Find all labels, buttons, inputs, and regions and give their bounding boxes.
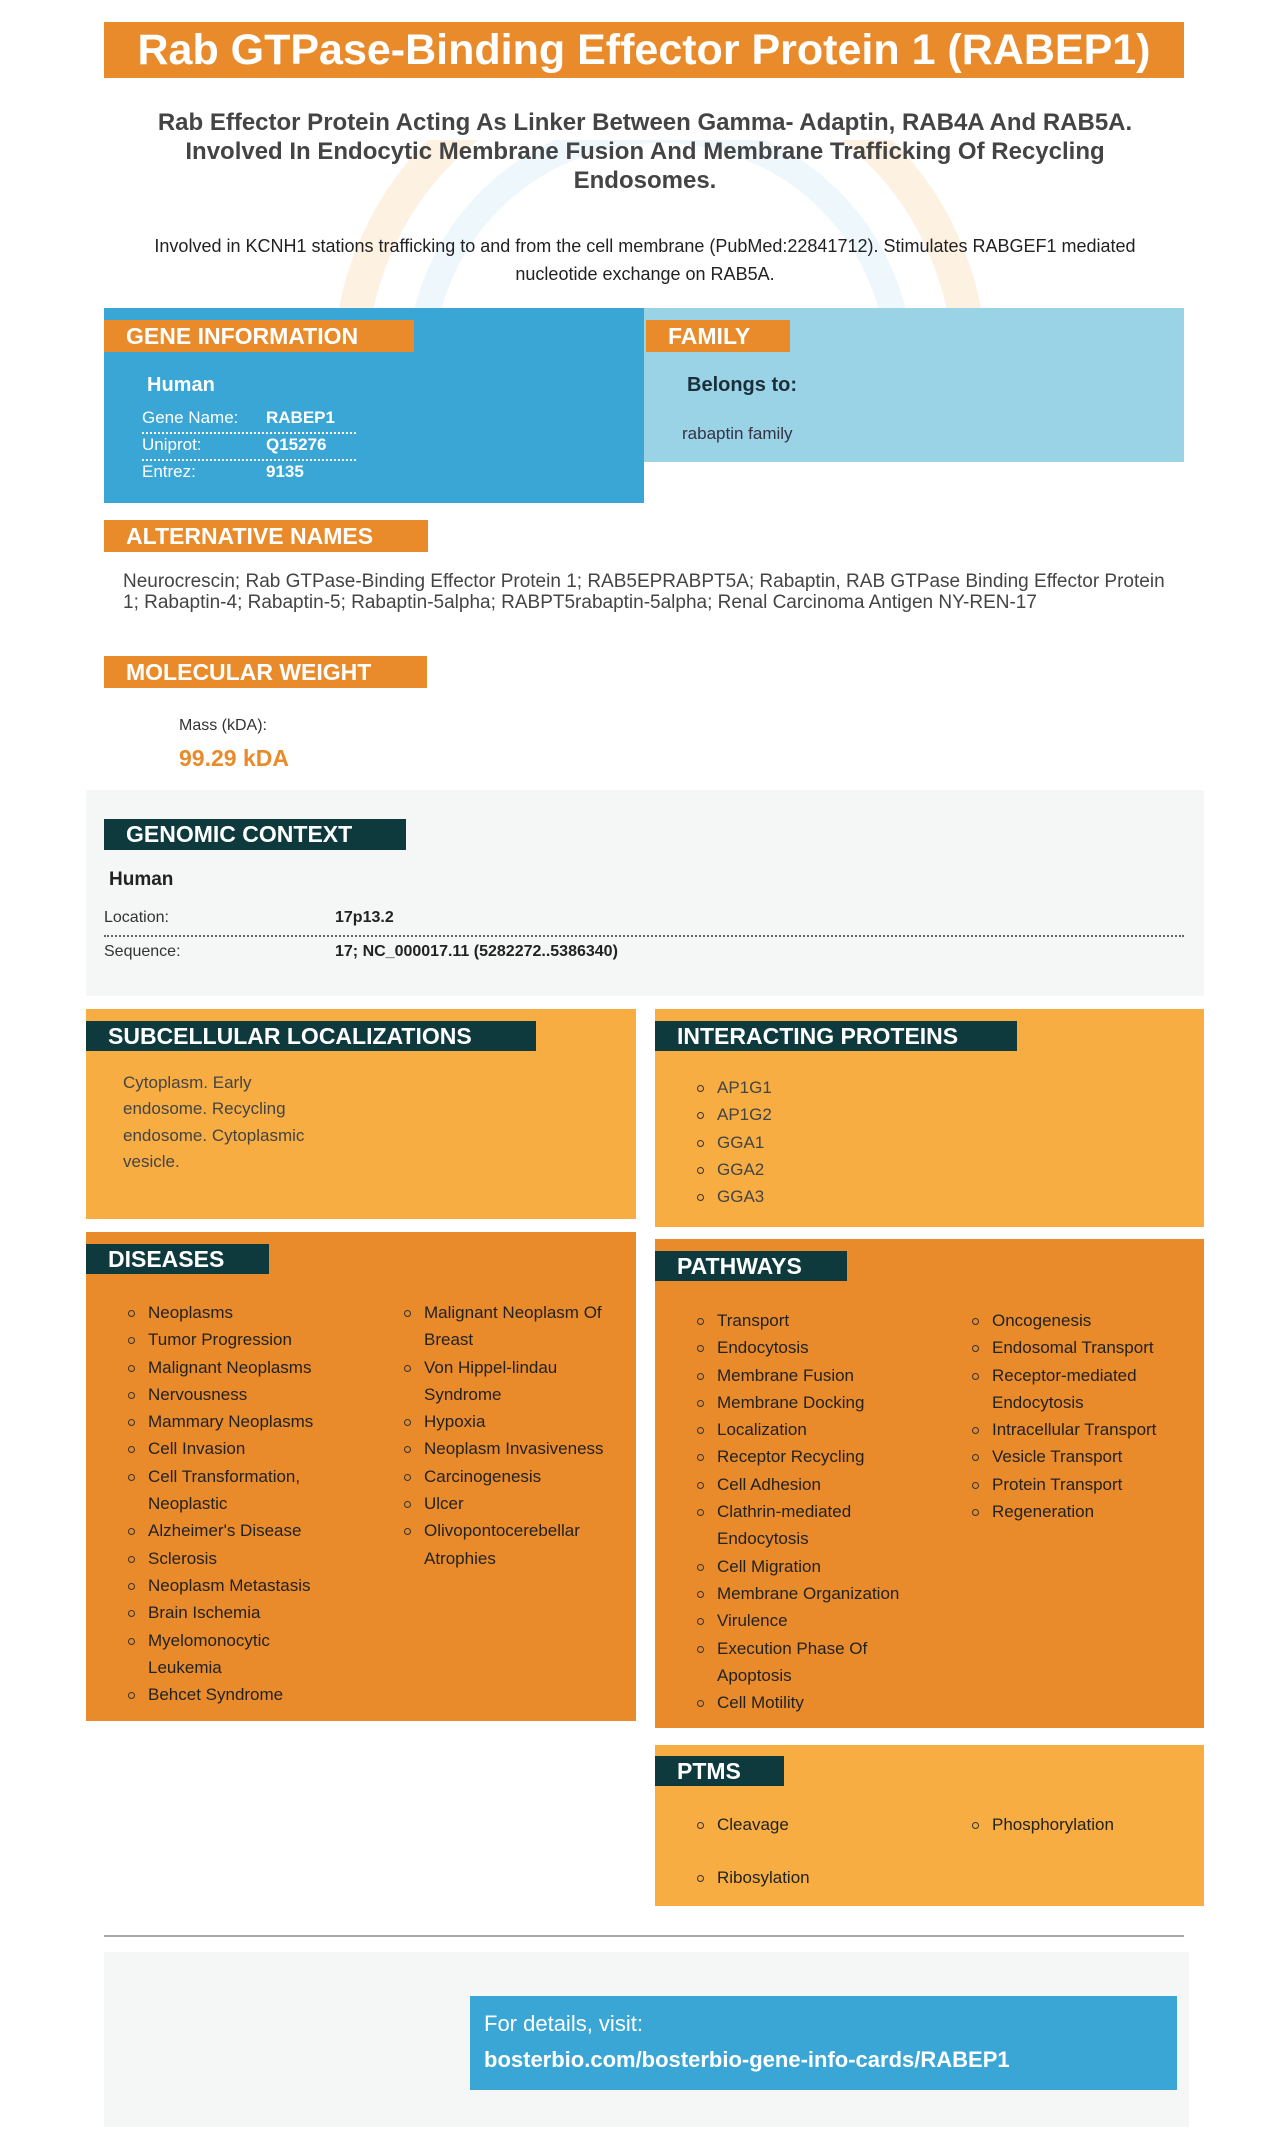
diseases-heading: DISEASES [86, 1244, 269, 1274]
subcellular-line: Cytoplasm. Early [123, 1073, 252, 1092]
pathway-item: Cell Motility [693, 1689, 943, 1716]
mass-value: 99.29 kDA [179, 745, 289, 771]
disease-item: Mammary Neoplasms [124, 1408, 364, 1435]
disease-item: Von Hippel-lindau Syndrome [400, 1354, 584, 1409]
disease-item: Hypoxia [400, 1408, 620, 1435]
uniprot-label: Uniprot: [142, 435, 202, 454]
disease-item: Neoplasm Metastasis [124, 1572, 364, 1599]
genomic-species: Human [109, 869, 174, 890]
location-row [104, 907, 1184, 937]
subcellular-line: endosome. Cytoplasmic [123, 1125, 305, 1145]
mass-label: Mass (kDA): [179, 717, 267, 734]
disease-item: Ulcer [400, 1490, 620, 1517]
uniprot-row [142, 433, 356, 461]
location-value: 17p13.2 [335, 909, 394, 926]
pathway-item: Protein Transport [968, 1471, 1193, 1498]
disease-item: Alzheimer's Disease [124, 1517, 364, 1544]
interacting-protein-item: AP1G1 [693, 1074, 893, 1101]
pathway-item: Transport [693, 1307, 943, 1334]
ptm-item: Phosphorylation [968, 1811, 1168, 1838]
alternative-names-heading: ALTERNATIVE NAMES [104, 520, 428, 552]
uniprot-value: Q15276 [266, 435, 327, 454]
pathway-item: Localization [693, 1416, 943, 1443]
family-heading: FAMILY [646, 320, 790, 352]
gene-name-row [142, 406, 356, 434]
sequence-value: 17; NC_000017.11 (5282272..5386340) [335, 943, 618, 960]
pathways-heading: PATHWAYS [655, 1251, 847, 1281]
interacting-heading: INTERACTING PROTEINS [655, 1021, 1017, 1051]
sequence-label: Sequence: [104, 943, 181, 960]
genomic-context-heading: GENOMIC CONTEXT [104, 819, 406, 850]
subcellular-line: endosome. Recycling [123, 1099, 286, 1119]
disease-item: Carcinogenesis [400, 1463, 620, 1490]
molecular-weight-heading: MOLECULAR WEIGHT [104, 656, 427, 688]
disease-item: Malignant Neoplasms [124, 1354, 364, 1381]
subcellular-line: vesicle. [123, 1151, 180, 1171]
footer-divider [104, 1935, 1184, 1937]
pathways-list-col1 [693, 1307, 943, 1716]
alternative-names-text: Neurocrescin; Rab GTPase-Binding Effector Protein 1; RAB5EPRABPT5A; Rabaptin, RAB GTPase Binding Effector Protein 1; Rabaptin-4; Rabaptin-5; Rabaptin-5alpha; RABPT5rabaptin-5alpha; Renal Carcinoma Antigen NY-REN-17 [123, 571, 1165, 613]
disease-item: Neoplasm Invasiveness [400, 1435, 620, 1462]
pathway-item: Oncogenesis [968, 1307, 1193, 1334]
interacting-protein-item: GGA2 [693, 1156, 893, 1183]
pathway-item: Receptor-mediated Endocytosis [968, 1362, 1187, 1417]
interacting-protein-item: AP1G2 [693, 1101, 893, 1128]
pathway-item: Intracellular Transport [968, 1416, 1193, 1443]
subcellular-heading: SUBCELLULAR LOCALIZATIONS [86, 1021, 536, 1051]
gene-name-label: Gene Name: [142, 408, 239, 427]
protein-description: Involved in KCNH1 stations trafficking to and from the cell membrane (PubMed:22841712). Stimulates RABGEF1 mediated nucleotide exchange on RAB5A. [154, 236, 1136, 284]
disease-item: Cell Transformation, Neoplastic [124, 1463, 318, 1518]
pathway-item: Receptor Recycling [693, 1443, 943, 1470]
interacting-list [693, 1074, 893, 1210]
page-title: Rab GTPase-Binding Effector Protein 1 (RABEP1) [104, 22, 1184, 78]
pathway-item: Membrane Docking [693, 1389, 943, 1416]
ptm-item: Cleavage [693, 1811, 893, 1838]
pathways-list-col2 [968, 1307, 1193, 1525]
disease-item: Malignant Neoplasm Of Breast [400, 1299, 624, 1354]
ptms-heading: PTMS [655, 1756, 784, 1786]
pathway-item: Endocytosis [693, 1334, 943, 1361]
ptms-list-col1 [693, 1811, 893, 1892]
pathway-item: Endosomal Transport [968, 1334, 1193, 1361]
disease-item: Nervousness [124, 1381, 364, 1408]
diseases-list-col2 [400, 1299, 620, 1572]
pathway-item: Clathrin-mediated Endocytosis [693, 1498, 882, 1553]
sequence-row [104, 943, 1184, 971]
details-url[interactable]: bosterbio.com/bosterbio-gene-info-cards/RABEP1 [484, 2047, 1010, 2072]
details-link-box[interactable] [470, 1996, 1177, 2090]
family-value: rabaptin family [682, 424, 793, 443]
interacting-protein-item: GGA3 [693, 1183, 893, 1210]
pathway-item: Regeneration [968, 1498, 1193, 1525]
disease-item: Cell Invasion [124, 1435, 364, 1462]
gene-species: Human [147, 374, 215, 396]
pathway-item: Execution Phase Of Apoptosis [693, 1635, 892, 1690]
diseases-list-col1 [124, 1299, 364, 1708]
pathway-item: Vesicle Transport [968, 1443, 1193, 1470]
entrez-label: Entrez: [142, 462, 196, 481]
disease-item: Sclerosis [124, 1545, 364, 1572]
gene-information-heading: GENE INFORMATION [104, 320, 414, 352]
entrez-row [142, 460, 356, 486]
disease-item: Olivopontocerebellar Atrophies [400, 1517, 614, 1572]
pathway-item: Membrane Organization [693, 1580, 943, 1607]
subcellular-text [123, 1070, 304, 1175]
ptms-list-col2 [968, 1811, 1168, 1838]
ptm-item: Ribosylation [693, 1864, 893, 1891]
disease-item: Myelomonocytic Leukemia [124, 1627, 298, 1682]
disease-item: Tumor Progression [124, 1326, 364, 1353]
pathway-item: Cell Adhesion [693, 1471, 943, 1498]
location-label: Location: [104, 909, 169, 926]
family-belongs-label: Belongs to: [687, 374, 797, 396]
interacting-protein-item: GGA1 [693, 1129, 893, 1156]
disease-item: Behcet Syndrome [124, 1681, 364, 1708]
entrez-value: 9135 [266, 462, 304, 481]
disease-item: Neoplasms [124, 1299, 364, 1326]
pathway-item: Virulence [693, 1607, 943, 1634]
page-subtitle: Rab Effector Protein Acting As Linker Between Gamma- Adaptin, RAB4A And RAB5A. Involved In Endocytic Membrane Fusion And Membrane Trafficking Of Recycling Endosomes. [157, 109, 1133, 194]
gene-name-value: RABEP1 [266, 408, 335, 427]
pathway-item: Cell Migration [693, 1553, 943, 1580]
pathway-item: Membrane Fusion [693, 1362, 943, 1389]
disease-item: Brain Ischemia [124, 1599, 364, 1626]
details-label: For details, visit: [484, 2011, 643, 2036]
